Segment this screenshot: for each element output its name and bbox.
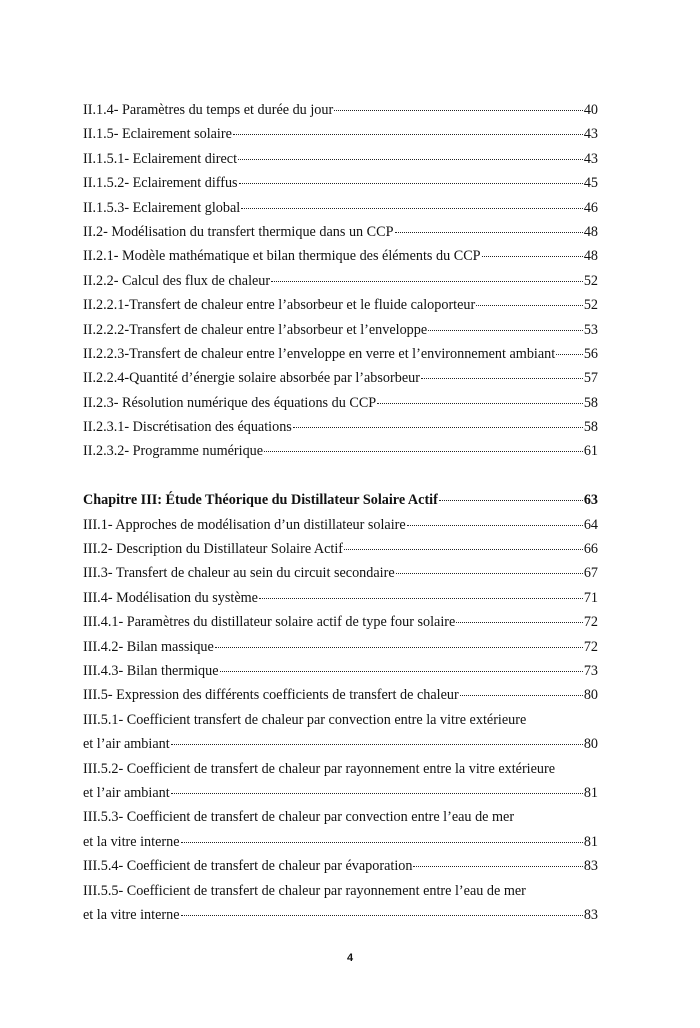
entry-page: 64: [583, 516, 598, 533]
dot-leader: [396, 573, 583, 574]
entry-title: II.1.5.1- Eclairement direct: [83, 150, 238, 167]
entry-page: 72: [583, 614, 598, 631]
entry-title: II.2.2.3-Transfert de chaleur entre l’enveloppe en verre et l’environnement ambiant: [83, 345, 556, 362]
entry-title-first-line: III.5.5- Coefficient de transfert de chaleur par rayonnement entre l’eau de mer: [83, 882, 526, 899]
entry-page: 81: [583, 784, 598, 801]
entry-page: 58: [583, 394, 598, 411]
entry-page: 52: [583, 297, 598, 314]
dot-leader: [395, 232, 583, 233]
dot-leader: [556, 354, 583, 355]
entry-title: et l’air ambiant: [83, 736, 170, 753]
toc-entry[interactable]: [83, 781, 598, 805]
entry-page: 56: [583, 345, 598, 362]
toc-entry[interactable]: [83, 147, 598, 171]
entry-title: III.2- Description du Distillateur Solaire Actif: [83, 541, 344, 558]
toc-entry-line1: [83, 805, 598, 829]
toc-entry[interactable]: [83, 537, 598, 561]
entry-title: II.2.2.4-Quantité d’énergie solaire absorbée par l’absorbeur: [83, 370, 420, 387]
entry-page: 45: [583, 175, 598, 192]
entry-title: III.4.2- Bilan massique: [83, 638, 214, 655]
toc-entry-line1: [83, 757, 598, 781]
toc-entry[interactable]: [83, 683, 598, 707]
dot-leader: [460, 695, 583, 696]
toc-entry[interactable]: [83, 98, 598, 122]
entry-page: 83: [583, 858, 598, 875]
spacer: [83, 464, 598, 488]
toc-entry[interactable]: [83, 342, 598, 366]
entry-title: II.1.5- Eclairement solaire: [83, 126, 232, 143]
toc-entry[interactable]: [83, 415, 598, 439]
entry-page: 52: [583, 272, 598, 289]
toc-entry[interactable]: [83, 196, 598, 220]
dot-leader: [264, 451, 583, 452]
dot-leader: [482, 256, 583, 257]
dot-leader: [259, 598, 583, 599]
dot-leader: [344, 549, 583, 550]
toc-entry[interactable]: [83, 610, 598, 634]
entry-title: III.4.3- Bilan thermique: [83, 662, 219, 679]
toc-entry[interactable]: [83, 244, 598, 268]
dot-leader: [233, 134, 583, 135]
toc-entry[interactable]: [83, 513, 598, 537]
page-number: 4: [346, 952, 354, 964]
entry-title-first-line: III.5.3- Coefficient de transfert de chaleur par convection entre l’eau de mer: [83, 809, 515, 826]
entry-title: II.2.3.1- Discrétisation des équations: [83, 419, 292, 436]
dot-leader: [476, 305, 583, 306]
toc-entry[interactable]: [83, 854, 598, 878]
toc-entry[interactable]: [83, 171, 598, 195]
entry-page: 73: [583, 662, 598, 679]
entry-title: II.2.3- Résolution numérique des équations du CCP: [83, 394, 377, 411]
entry-page: 43: [583, 150, 598, 167]
entry-page: 67: [583, 565, 598, 582]
entry-title: et l’air ambiant: [83, 784, 170, 801]
table-of-contents: [83, 98, 598, 927]
dot-leader: [421, 378, 583, 379]
entry-page: 43: [583, 126, 598, 143]
chapter-heading[interactable]: [83, 488, 598, 512]
toc-entry[interactable]: [83, 439, 598, 463]
dot-leader: [334, 110, 583, 111]
dot-leader: [181, 915, 583, 916]
dot-leader: [456, 622, 583, 623]
toc-entry[interactable]: [83, 318, 598, 342]
toc-entry-line1: [83, 879, 598, 903]
entry-title: et la vitre interne: [83, 833, 180, 850]
dot-leader: [220, 671, 583, 672]
dot-leader: [377, 403, 583, 404]
entry-title: II.2- Modélisation du transfert thermique dans un CCP: [83, 223, 394, 240]
entry-title: II.2.2.2-Transfert de chaleur entre l’absorbeur et l’enveloppe: [83, 321, 428, 338]
toc-entry[interactable]: [83, 366, 598, 390]
dot-leader: [407, 525, 583, 526]
entry-title: et la vitre interne: [83, 906, 180, 923]
entry-title: III.3- Transfert de chaleur au sein du circuit secondaire: [83, 565, 395, 582]
entry-title: II.2.3.2- Programme numérique: [83, 443, 264, 460]
entry-page: 80: [583, 687, 598, 704]
dot-leader: [215, 647, 583, 648]
dot-leader: [171, 793, 583, 794]
dot-leader: [428, 330, 583, 331]
entry-title: II.1.5.2- Eclairement diffus: [83, 175, 238, 192]
entry-page: 53: [583, 321, 598, 338]
entry-page: 46: [583, 199, 598, 216]
entry-page: 57: [583, 370, 598, 387]
toc-entry[interactable]: [83, 269, 598, 293]
toc-entry[interactable]: [83, 830, 598, 854]
entry-page: 61: [583, 443, 598, 460]
entry-page: 72: [583, 638, 598, 655]
entry-title: III.4.1- Paramètres du distillateur solaire actif de type four solaire: [83, 614, 456, 631]
entry-title: Chapitre III: Étude Théorique du Distillateur Solaire Actif: [83, 492, 438, 509]
entry-title: II.2.1- Modèle mathématique et bilan thermique des éléments du CCP: [83, 248, 481, 265]
toc-entry[interactable]: [83, 903, 598, 927]
entry-title: II.1.4- Paramètres du temps et durée du jour: [83, 102, 334, 118]
toc-entry[interactable]: [83, 561, 598, 585]
entry-title: III.5.4- Coefficient de transfert de chaleur par évaporation: [83, 858, 413, 875]
dot-leader: [181, 842, 583, 843]
toc-entry[interactable]: [83, 122, 598, 146]
toc-entry-line1: [83, 708, 598, 732]
entry-page: 48: [583, 248, 598, 265]
entry-title: II.2.2.1-Transfert de chaleur entre l’absorbeur et le fluide caloporteur: [83, 297, 476, 314]
dot-leader: [271, 281, 583, 282]
entry-title: II.2.2- Calcul des flux de chaleur: [83, 272, 271, 289]
dot-leader: [171, 744, 583, 745]
entry-title-first-line: III.5.2- Coefficient de transfert de chaleur par rayonnement entre la vitre extérieure: [83, 760, 556, 777]
dot-leader: [413, 866, 582, 867]
toc-entry[interactable]: [83, 586, 598, 610]
entry-title: III.4- Modélisation du système: [83, 589, 258, 606]
entry-title: III.1- Approches de modélisation d’un distillateur solaire: [83, 516, 406, 533]
entry-page: 66: [583, 541, 598, 558]
dot-leader: [239, 183, 583, 184]
toc-entry[interactable]: [83, 732, 598, 756]
entry-page: 58: [583, 419, 598, 436]
dot-leader: [238, 159, 583, 160]
entry-page: 83: [583, 906, 598, 923]
entry-page: 81: [583, 833, 598, 850]
toc-entry[interactable]: [83, 635, 598, 659]
entry-title: III.5- Expression des différents coefficients de transfert de chaleur: [83, 687, 459, 704]
entry-title-first-line: III.5.1- Coefficient transfert de chaleur par convection entre la vitre extérieure: [83, 711, 527, 728]
entry-page: 71: [583, 589, 598, 606]
toc-entry[interactable]: [83, 391, 598, 415]
dot-leader: [241, 208, 583, 209]
dot-leader: [439, 500, 583, 501]
entry-page: 48: [583, 223, 598, 240]
entry-title: II.1.5.3- Eclairement global: [83, 199, 241, 216]
entry-page: 40: [583, 102, 598, 118]
entry-page: 80: [583, 736, 598, 753]
dot-leader: [293, 427, 583, 428]
toc-entry[interactable]: [83, 293, 598, 317]
entry-page: 63: [583, 492, 598, 509]
toc-entry[interactable]: [83, 659, 598, 683]
toc-entry[interactable]: [83, 220, 598, 244]
